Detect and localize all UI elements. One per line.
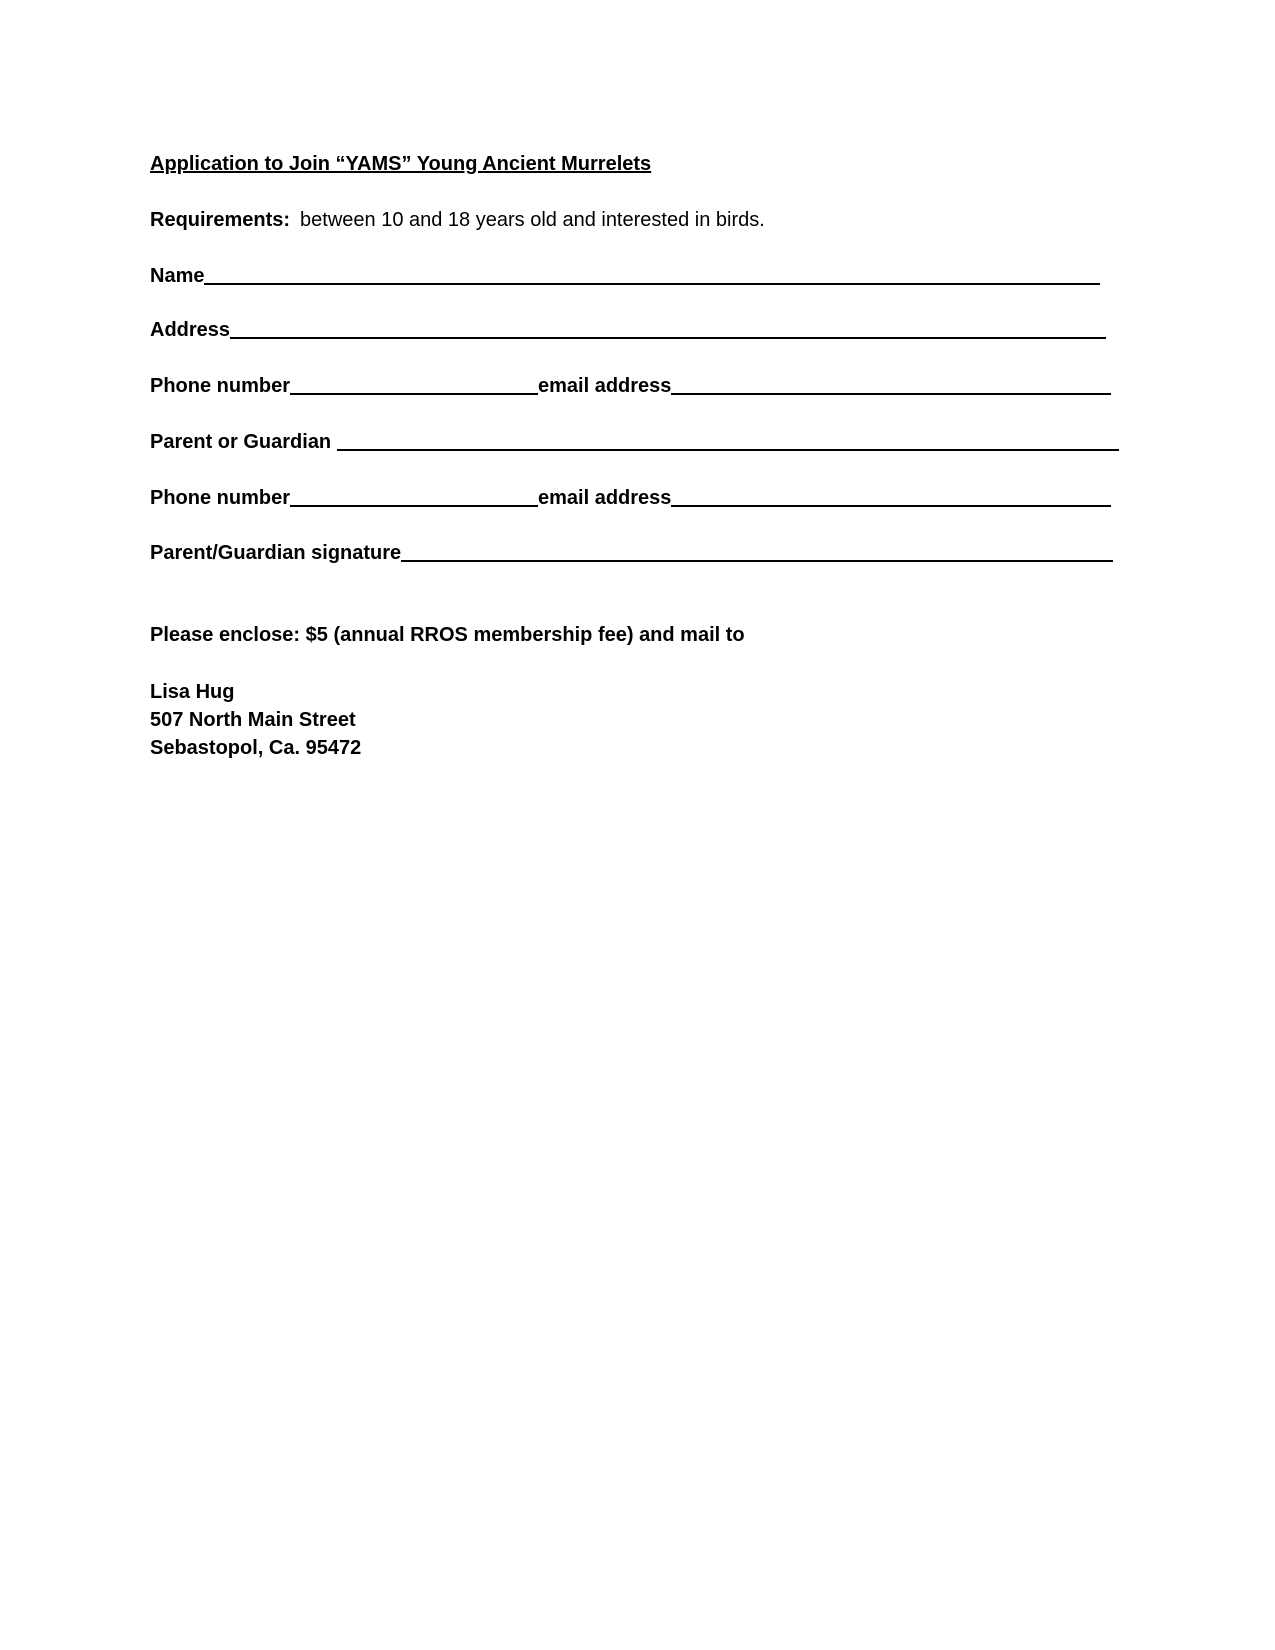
guardian-email-address-blank[interactable] (671, 487, 1111, 507)
phone-number-blank[interactable] (290, 375, 538, 395)
address-row (150, 318, 1106, 342)
signature-row (150, 541, 1113, 565)
application-page (150, 0, 1130, 1650)
requirements-line (150, 208, 765, 232)
guardian-phone-number-label: Phone number (150, 487, 291, 509)
parent-guardian-blank[interactable] (337, 431, 1119, 451)
student-contact-row (150, 374, 1111, 398)
mailing-street: 507 North Main Street (150, 709, 356, 731)
form-title: Application to Join “YAMS” Young Ancient Murrelets (150, 153, 652, 175)
name-label: Name (150, 265, 205, 287)
name-row (150, 264, 1100, 288)
mailing-name: Lisa Hug (150, 681, 235, 703)
name-blank[interactable] (204, 265, 1100, 285)
address-blank[interactable] (230, 319, 1106, 339)
guardian-row (150, 430, 1119, 454)
signature-label: Parent/Guardian signature (150, 542, 402, 564)
signature-blank[interactable] (401, 542, 1113, 562)
guardian-contact-row (150, 486, 1111, 510)
guardian-phone-number-blank[interactable] (290, 487, 538, 507)
phone-number-label: Phone number (150, 375, 291, 397)
enclose-instructions: Please enclose: $5 (annual RROS membership fee) and mail to (150, 624, 745, 646)
mailing-city: Sebastopol, Ca. 95472 (150, 737, 362, 759)
parent-guardian-label: Parent or Guardian (150, 431, 332, 453)
guardian-email-address-label: email address (538, 487, 672, 509)
requirements-label: Requirements: (150, 209, 291, 231)
email-address-label: email address (538, 375, 672, 397)
requirements-text: between 10 and 18 years old and interested in birds. (300, 209, 765, 231)
email-address-blank[interactable] (671, 375, 1111, 395)
address-label: Address (150, 319, 231, 341)
